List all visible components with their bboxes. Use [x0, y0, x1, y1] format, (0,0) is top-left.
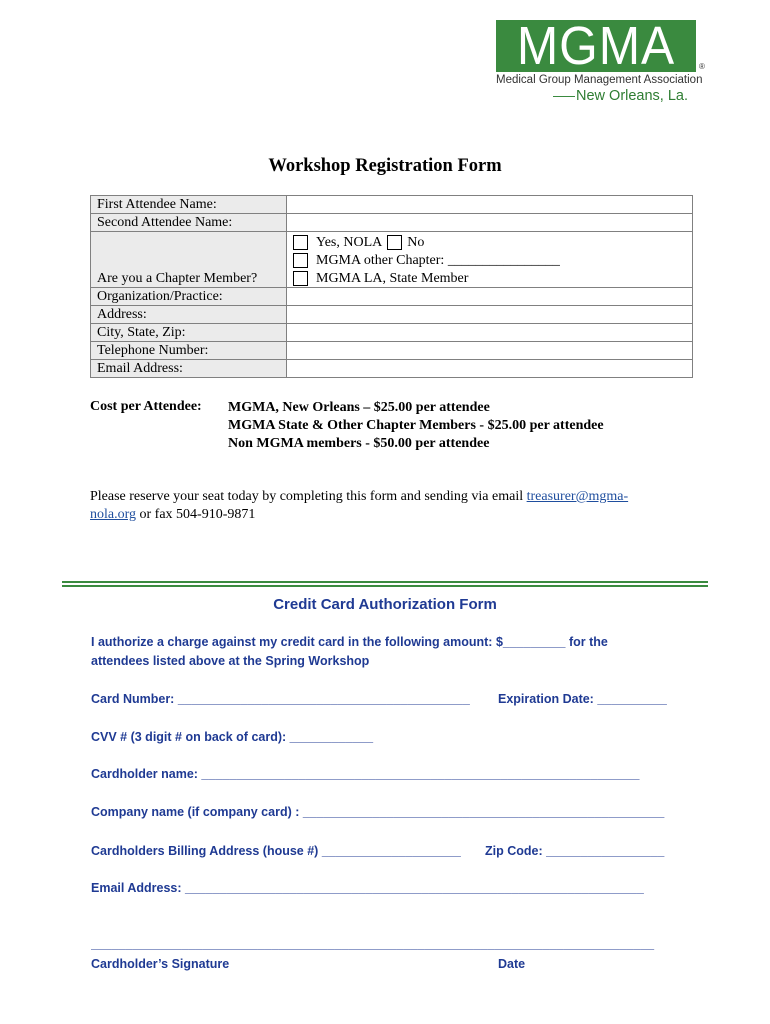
cost-line: Non MGMA members - $50.00 per attendee — [228, 436, 490, 451]
cost-line: MGMA State & Other Chapter Members - $25.00 per attendee — [228, 418, 604, 433]
yes-nola-label: Yes, NOLA — [316, 234, 383, 250]
table-row — [91, 214, 693, 232]
organization-field[interactable] — [287, 288, 693, 306]
table-row — [91, 360, 693, 378]
yes-nola-checkbox[interactable] — [293, 235, 308, 250]
cost-label: Cost per Attendee: — [90, 399, 202, 414]
no-checkbox[interactable] — [387, 235, 402, 250]
table-row — [91, 196, 693, 214]
reserve-paragraph — [90, 488, 690, 524]
authorize-line-1 — [91, 635, 608, 649]
cost-line: MGMA, New Orleans – $25.00 per attendee — [228, 400, 490, 415]
divider — [62, 585, 708, 587]
chapter-member-options — [287, 232, 693, 288]
signature-line[interactable]: _________________________________________________________________________________ — [91, 937, 655, 951]
cost-list — [228, 399, 604, 453]
table-row — [91, 324, 693, 342]
logo-city: New Orleans, La. — [576, 88, 689, 104]
first-attendee-field[interactable] — [287, 196, 693, 214]
other-chapter-checkbox[interactable] — [293, 253, 308, 268]
signature-label: Cardholder’s Signature — [91, 957, 230, 971]
zip-code-field[interactable]: Zip Code: _________________ — [485, 844, 665, 858]
first-attendee-label: First Attendee Name: — [91, 196, 287, 214]
authorize-line-2: attendees listed above at the Spring Workshop — [91, 654, 370, 668]
other-chapter-label: MGMA other Chapter: ________________ — [316, 252, 560, 268]
authorize-text: I authorize a charge against my credit card in the following amount: — [91, 635, 496, 649]
logo-association-name: Medical Group Management Association — [496, 74, 703, 86]
divider — [62, 581, 708, 583]
state-member-checkbox[interactable] — [293, 271, 308, 286]
second-attendee-field[interactable] — [287, 214, 693, 232]
table-row — [91, 232, 693, 288]
registration-table — [90, 195, 693, 378]
second-attendee-label: Second Attendee Name: — [91, 214, 287, 232]
date-label: Date — [498, 957, 526, 971]
page-title: Workshop Registration Form — [268, 156, 502, 176]
cc-email-field[interactable]: Email Address: __________________________________________________________________ — [91, 881, 644, 895]
no-label: No — [407, 234, 425, 250]
expiration-date-field[interactable]: Expiration Date: __________ — [498, 692, 667, 706]
email-link[interactable]: treasurer@mgma- — [526, 489, 629, 504]
registered-mark: ® — [699, 62, 705, 71]
city-state-zip-label: City, State, Zip: — [91, 324, 287, 342]
telephone-field[interactable] — [287, 342, 693, 360]
company-name-field[interactable]: Company name (if company card) : ____________________________________________________ — [91, 805, 665, 819]
table-row — [91, 306, 693, 324]
fax-text: or fax 504-910-9871 — [136, 507, 256, 522]
chapter-member-label: Are you a Chapter Member? — [91, 232, 287, 288]
cvv-field[interactable]: CVV # (3 digit # on back of card): ____________ — [91, 730, 374, 744]
email-field[interactable] — [287, 360, 693, 378]
reserve-text: Please reserve your seat today by completing this form and sending via email — [90, 489, 527, 504]
email-link-cont[interactable]: nola.org — [90, 507, 137, 522]
city-state-zip-field[interactable] — [287, 324, 693, 342]
amount-field[interactable]: $_________ — [495, 635, 566, 649]
organization-label: Organization/Practice: — [91, 288, 287, 306]
logo-dash — [553, 96, 575, 97]
table-row — [91, 288, 693, 306]
address-field[interactable] — [287, 306, 693, 324]
email-label: Email Address: — [91, 360, 287, 378]
address-label: Address: — [91, 306, 287, 324]
cc-form-title: Credit Card Authorization Form — [273, 596, 497, 613]
table-row — [91, 342, 693, 360]
cardholder-name-field[interactable]: Cardholder name: _______________________________________________________________ — [91, 767, 640, 781]
authorize-text-end: for the — [565, 635, 608, 649]
billing-address-field[interactable]: Cardholders Billing Address (house #) ____________________ — [91, 844, 461, 858]
state-member-label: MGMA LA, State Member — [316, 270, 469, 286]
card-number-field[interactable]: Card Number: __________________________________________ — [91, 692, 470, 706]
logo-wordmark: MGMA — [516, 16, 676, 76]
telephone-label: Telephone Number: — [91, 342, 287, 360]
